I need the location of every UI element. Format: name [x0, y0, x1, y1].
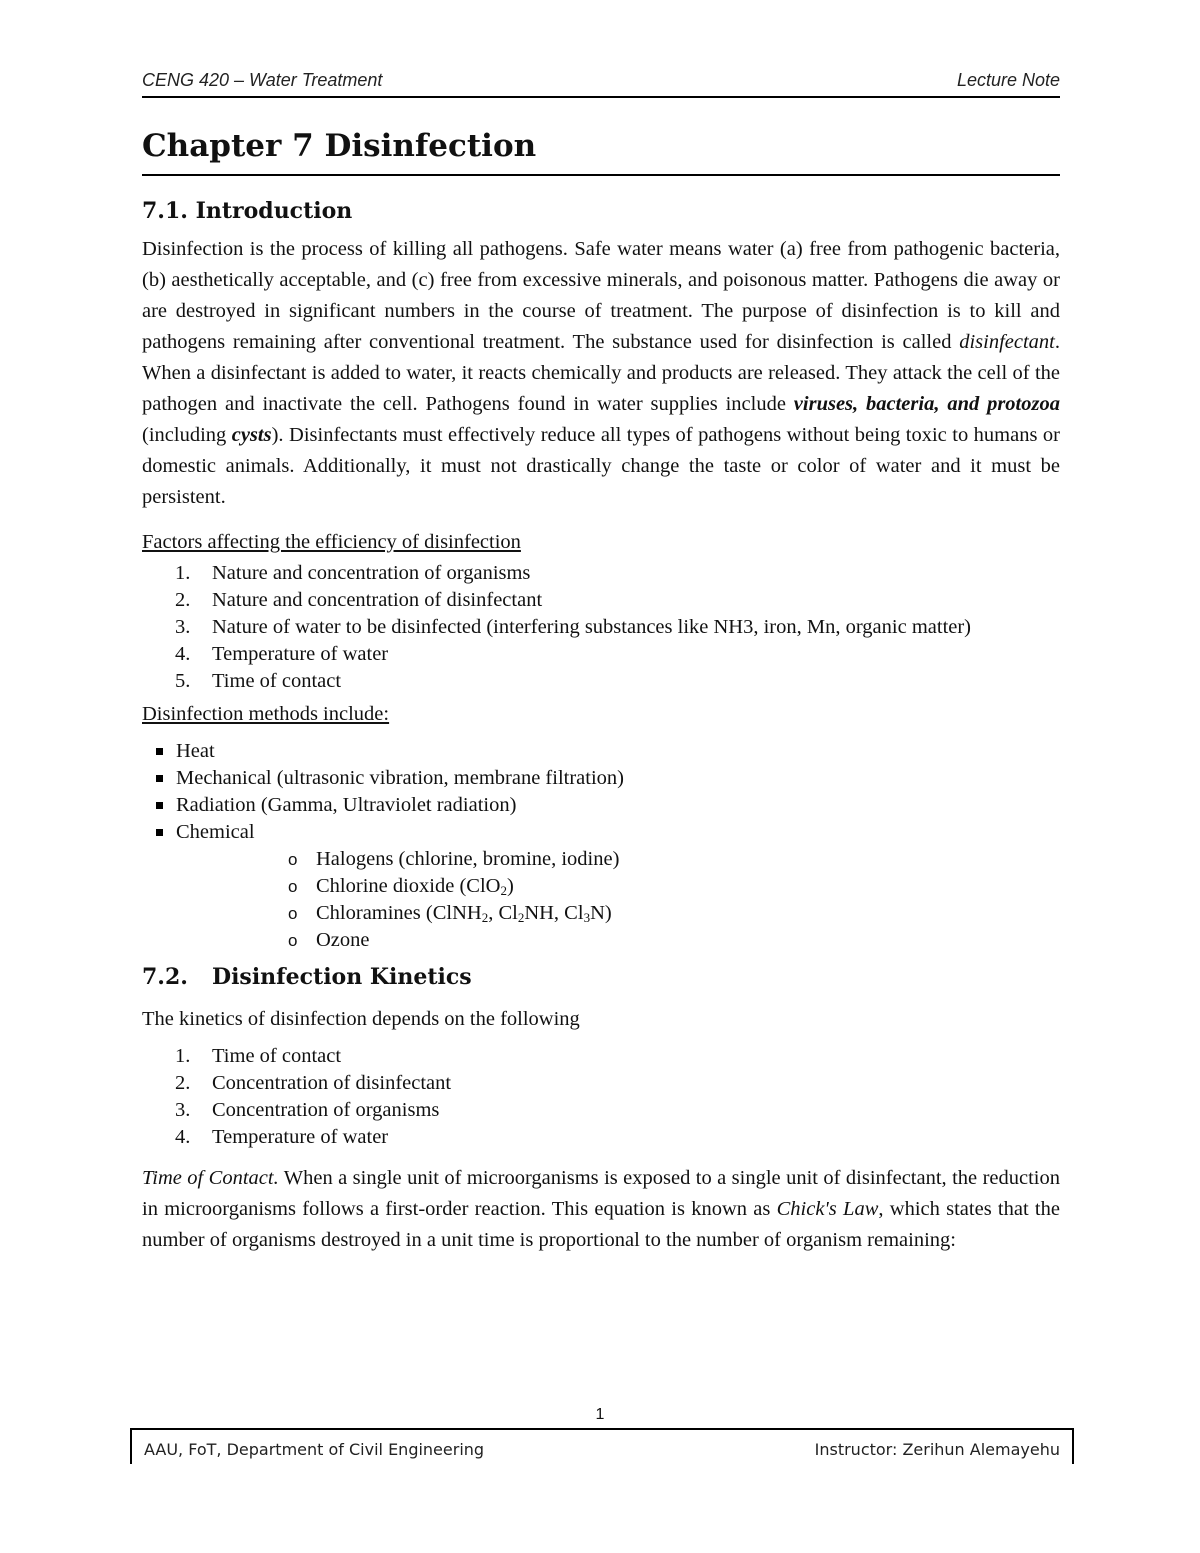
list-item: 4. Temperature of water: [175, 643, 389, 665]
circle-bullet-icon: o: [288, 931, 298, 950]
footer-department: AAU, FoT, Department of Civil Engineering: [144, 1440, 485, 1459]
chemical-methods-list: [176, 846, 1060, 954]
term-cysts: cysts: [231, 424, 272, 446]
circle-bullet-icon: o: [288, 850, 298, 869]
time-of-contact-paragraph: Time of Contact. When a single unit of microorganisms is exposed to a single unit of disinfectant, the reduction in microorganisms follows a first-order reaction. This equation is known as Chick's Law, which states that the number of organisms destroyed in a unit time is proportional to the number of organism remaining:: [142, 1167, 1060, 1251]
intro-text-b: . When a disinfectant is added to water, it reacts chemically and products are released. They attack the cell of the pathogen and inactivate the cell. Pathogens found in water supplies include: [142, 331, 1060, 415]
intro-text-d: ). Disinfectants must effectively reduce all types of pathogens without being toxic to humans or domestic animals. Additionally, it must not drastically change the taste or color of water and it must be persistent.: [142, 424, 1060, 508]
list-item: o Ozone: [176, 927, 1060, 954]
list-item: 4. Temperature of water: [175, 1126, 389, 1148]
term-disinfectant: disinfectant: [959, 331, 1055, 353]
list-item: Chemical o Halogens (chlorine, bromine, iodine) o Chlorine dioxide (ClO$_2$) o Chloramines (ClNH$_2$, $Cl_2NH$, $Cl_3N$) o Ozone: [142, 819, 1060, 954]
list-item: 1. Nature and concentration of organisms: [175, 562, 531, 584]
section-heading-introduction: 7.1. Introduction: [142, 198, 353, 224]
square-bullet-icon: [156, 829, 163, 836]
square-bullet-icon: [156, 775, 163, 782]
list-item: 2. Nature and concentration of disinfectant: [175, 589, 543, 611]
square-bullet-icon: [156, 748, 163, 755]
pathogen-types: viruses, bacteria, and protozoa: [793, 393, 1060, 415]
factors-heading: Factors affecting the efficiency of disinfection: [142, 531, 521, 553]
page-footer: [130, 1428, 1074, 1464]
methods-list: [142, 738, 1060, 954]
page-content: [142, 194, 1060, 1256]
factors-list: [142, 560, 1060, 695]
footer-instructor: Instructor: Zerihun Alemayehu: [814, 1440, 1060, 1459]
list-item: 1. Time of contact: [175, 1045, 342, 1067]
list-item: 3. Concentration of organisms: [175, 1099, 440, 1121]
page-number: 1: [595, 1406, 605, 1423]
list-item: 2. Concentration of disinfectant: [175, 1072, 452, 1094]
term-chicks-law: Chick's Law: [776, 1198, 879, 1220]
intro-text-c: (including: [142, 424, 232, 446]
list-item: Radiation (Gamma, Ultraviolet radiation): [142, 792, 1060, 819]
list-item: o Chloramines (ClNH$_2$, $Cl_2NH$, $Cl_3N$): [288, 902, 612, 925]
list-item: Mechanical (ultrasonic vibration, membrane filtration): [142, 765, 1060, 792]
intro-paragraph: [142, 234, 1060, 513]
list-item: Heat: [142, 738, 1060, 765]
section-heading-kinetics: 7.2. Disinfection Kinetics: [142, 964, 472, 990]
list-item: o Halogens (chlorine, bromine, iodine): [176, 846, 1060, 873]
kinetics-factors-list: [142, 1043, 1060, 1151]
list-item: 3. Nature of water to be disinfected (interfering substances like NH3, iron, Mn, organic matter): [175, 616, 972, 638]
list-item: 5. Time of contact: [175, 670, 342, 692]
list-item: o Chlorine dioxide (ClO$_2$): [288, 875, 514, 898]
header-doc-type: Lecture Note: [956, 70, 1060, 90]
intro-text-a: Disinfection is the process of killing all pathogens. Safe water means water (a) free from pathogenic bacteria, (b) aesthetically acceptable, and (c) free from excessive minerals, and poisonous matter. Pathogens die away or are destroyed in significant numbers in the course of treatment. The purpose of disinfection is to kill and pathogens remaining after conventional treatment. The substance used for disinfection is called: [142, 238, 1060, 353]
term-time-of-contact: Time of Contact.: [142, 1167, 279, 1189]
chapter-title: Chapter 7 Disinfection: [142, 122, 1060, 176]
page-header: [142, 70, 1060, 98]
square-bullet-icon: [156, 802, 163, 809]
circle-bullet-icon: o: [288, 877, 298, 896]
header-course: CENG 420 – Water Treatment: [142, 70, 383, 90]
methods-heading: Disinfection methods include:: [142, 703, 390, 725]
kinetics-intro: The kinetics of disinfection depends on the following: [142, 1008, 580, 1030]
circle-bullet-icon: o: [288, 904, 298, 923]
